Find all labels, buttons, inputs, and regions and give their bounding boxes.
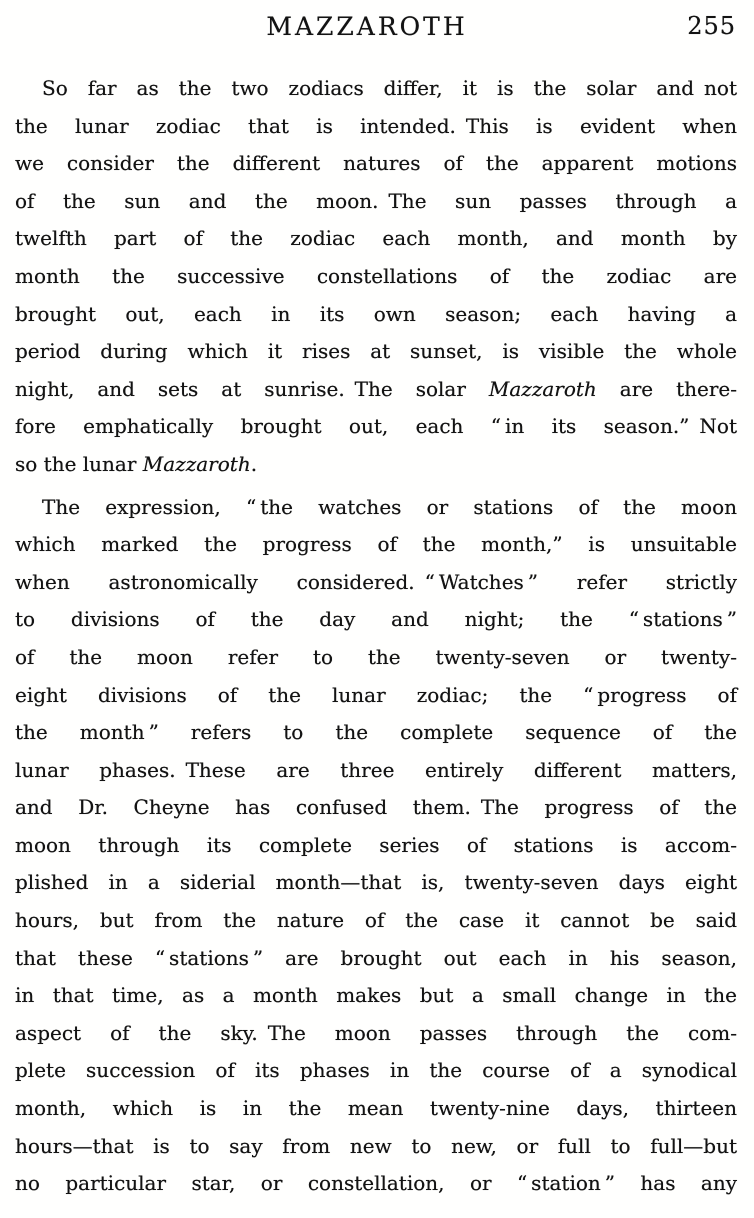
text-line: [15, 789, 737, 827]
text-segment: are there-: [596, 376, 737, 401]
text-segment: we consider the different natures of the apparent motions: [15, 151, 737, 176]
text-segment: month, which is in the mean twenty-nine days, thirteen: [15, 1096, 737, 1121]
text-segment: fore emphatically brought out, each “ in its season.” Not: [15, 414, 737, 439]
text-line: [15, 220, 737, 258]
text-line: [15, 940, 737, 978]
text-line: [15, 564, 737, 602]
text-line: [15, 864, 737, 902]
text-segment: .: [250, 451, 258, 476]
text-segment: month the successive constellations of the zodiac are: [15, 263, 737, 288]
text-line: [15, 145, 737, 183]
paragraph: [15, 70, 737, 484]
text-segment: of the moon refer to the twenty-seven or twenty-: [15, 644, 737, 669]
text-segment: The expression, “ the watches or stations of the moon: [42, 494, 737, 519]
text-segment: to divisions of the day and night; the “ stations ”: [15, 607, 737, 632]
text-line: [15, 108, 737, 146]
text-line: [15, 601, 737, 639]
text-segment: period during which it rises at sunset, is visible the whole: [15, 339, 737, 364]
text-line: [15, 446, 737, 484]
text-line: [15, 1015, 737, 1053]
text-segment: brought out, each in its own season; each having a: [15, 301, 737, 326]
text-line: [15, 977, 737, 1015]
text-segment: lunar phases. These are three entirely different matters,: [15, 757, 737, 782]
text-segment: plished in a siderial month—that is, twenty-seven days eight: [15, 870, 737, 895]
page-number: 255: [687, 12, 736, 40]
page-body: [15, 70, 737, 1203]
text-segment: no particular star, or constellation, or “ station ” has any: [15, 1171, 737, 1196]
paragraph: [15, 489, 737, 1203]
text-segment: the month ” refers to the complete sequence of the: [15, 720, 737, 745]
text-line: [15, 1128, 737, 1166]
text-line: [15, 526, 737, 564]
text-line: [15, 371, 737, 409]
text-segment: that these “ stations ” are brought out each in his season,: [15, 945, 737, 970]
text-segment: when astronomically considered. “ Watches ” refer strictly: [15, 569, 737, 594]
text-line: [15, 258, 737, 296]
text-segment: of the sun and the moon. The sun passes through a: [15, 188, 737, 213]
text-segment: hours—that is to say from new to new, or full to full—but: [15, 1133, 737, 1158]
text-segment: so the lunar: [15, 451, 143, 476]
text-segment: night, and sets at sunrise. The solar: [15, 376, 489, 401]
text-segment: So far as the two zodiacs differ, it is the solar and not: [42, 76, 737, 100]
text-line: [15, 714, 737, 752]
text-line: [15, 489, 737, 527]
italic-text: Mazzaroth: [488, 376, 597, 401]
text-segment: in that time, as a month makes but a small change in the: [15, 983, 737, 1008]
text-segment: hours, but from the nature of the case it cannot be said: [15, 908, 737, 933]
text-line: [15, 70, 737, 108]
text-line: [15, 752, 737, 790]
text-line: [15, 296, 737, 334]
text-line: [15, 827, 737, 865]
text-segment: the lunar zodiac that is intended. This is evident when: [15, 113, 737, 138]
text-line: [15, 1165, 737, 1203]
text-line: [15, 1052, 737, 1090]
text-segment: which marked the progress of the month,” is unsuitable: [15, 532, 737, 557]
page-title: MAZZAROTH: [266, 12, 468, 41]
text-line: [15, 639, 737, 677]
text-segment: twelfth part of the zodiac each month, and month by: [15, 226, 737, 251]
text-line: [15, 408, 737, 446]
text-segment: and Dr. Cheyne has confused them. The progress of the: [15, 795, 737, 820]
text-segment: moon through its complete series of stations is accom-: [15, 832, 737, 857]
text-line: [15, 333, 737, 371]
text-line: [15, 1090, 737, 1128]
text-segment: aspect of the sky. The moon passes through the com-: [15, 1020, 737, 1045]
text-line: [15, 183, 737, 221]
italic-text: Mazzaroth: [142, 451, 251, 476]
text-segment: plete succession of its phases in the course of a synodical: [15, 1058, 737, 1083]
text-line: [15, 677, 737, 715]
text-line: [15, 902, 737, 940]
text-segment: eight divisions of the lunar zodiac; the “ progress of: [15, 682, 737, 707]
page-header: [15, 12, 737, 46]
